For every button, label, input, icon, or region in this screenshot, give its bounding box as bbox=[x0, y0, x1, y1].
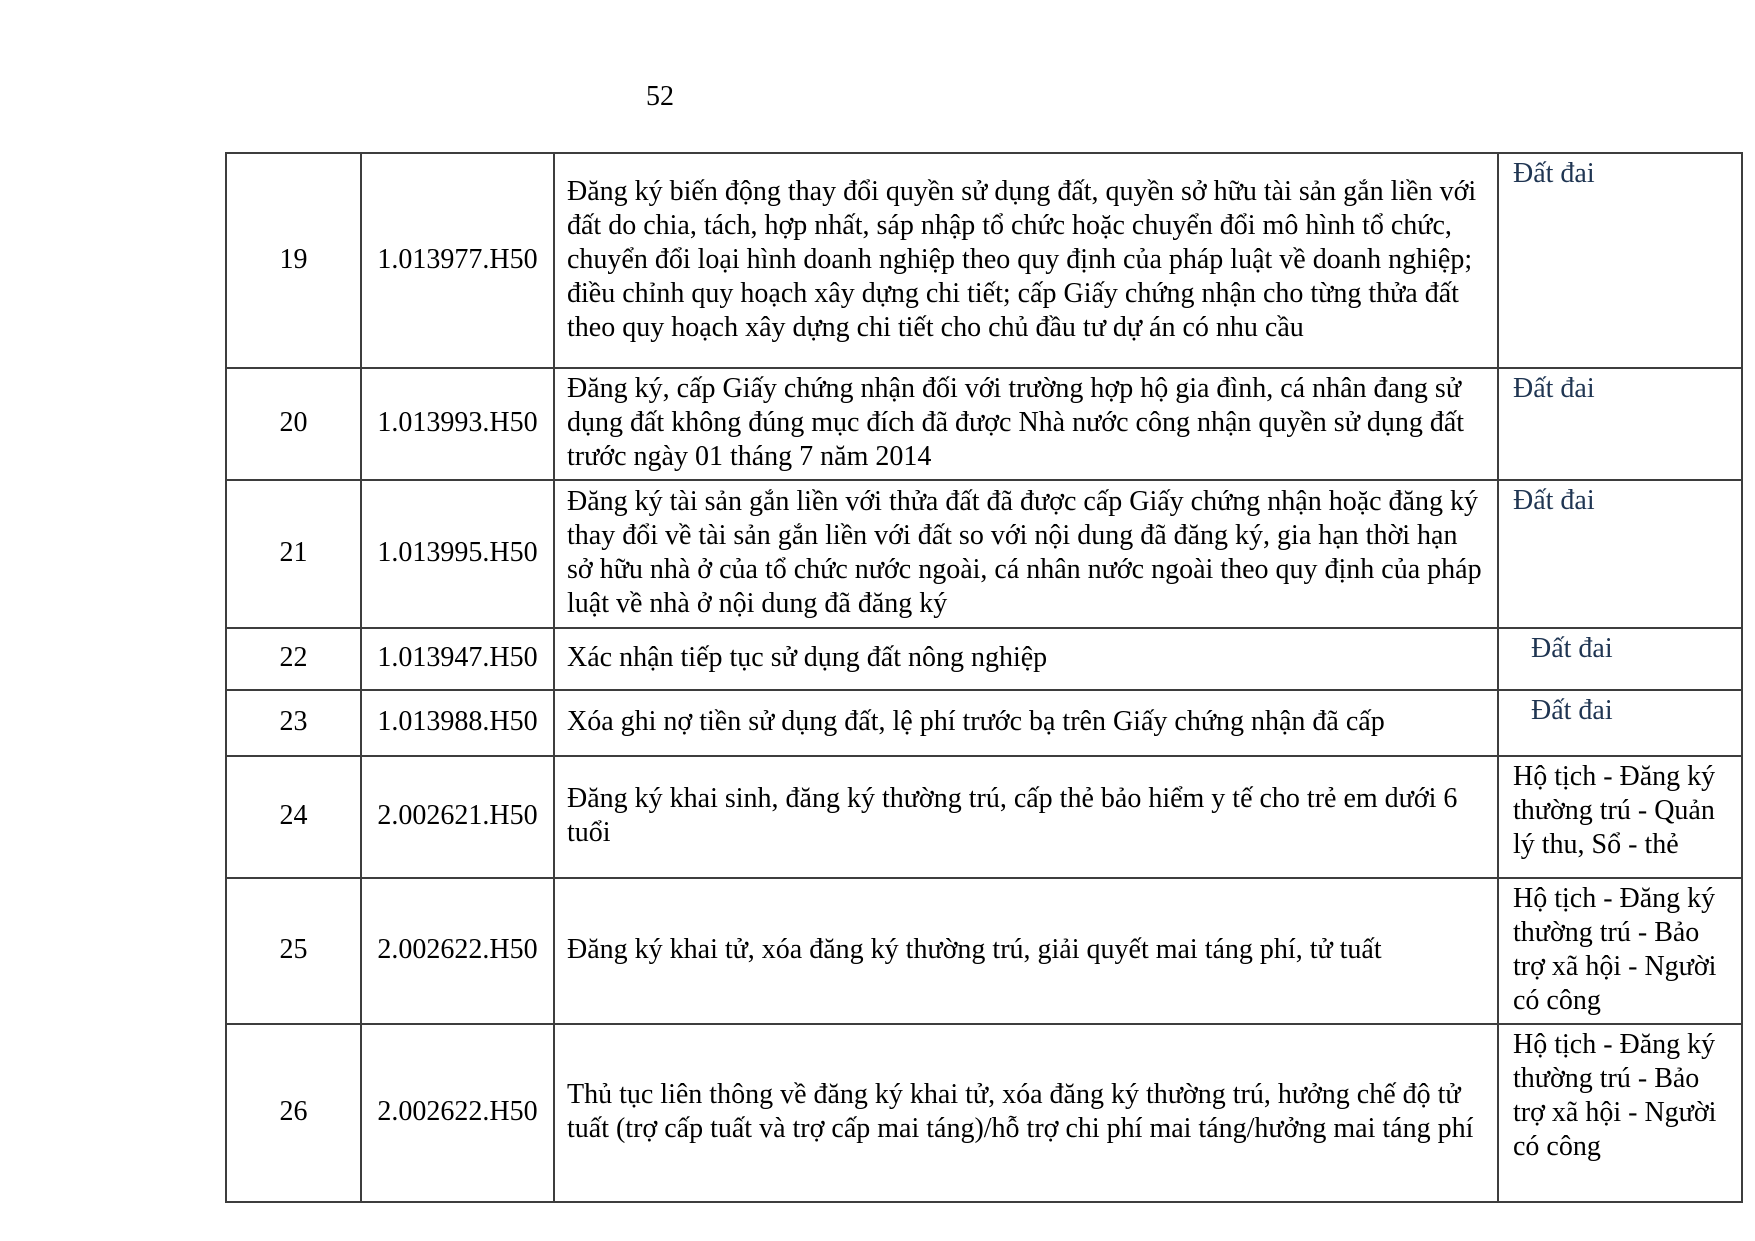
row-number-cell: 20 bbox=[226, 368, 361, 480]
procedure-category-cell: Hộ tịch - Đăng ký thường trú - Bảo trợ xã hội - Người có công bbox=[1498, 1024, 1742, 1202]
table-row bbox=[226, 480, 1742, 628]
table-row bbox=[226, 628, 1742, 690]
procedure-category-cell: Đất đai bbox=[1498, 690, 1742, 756]
procedure-category-cell: Đất đai bbox=[1498, 153, 1742, 368]
procedure-description-cell: Đăng ký khai tử, xóa đăng ký thường trú, giải quyết mai táng phí, tử tuất bbox=[554, 878, 1498, 1024]
procedure-code-cell: 1.013993.H50 bbox=[361, 368, 554, 480]
procedures-table bbox=[225, 152, 1743, 1203]
row-number-cell: 19 bbox=[226, 153, 361, 368]
row-number-cell: 26 bbox=[226, 1024, 361, 1202]
procedure-category-cell: Đất đai bbox=[1498, 368, 1742, 480]
procedure-category-cell: Hộ tịch - Đăng ký thường trú - Bảo trợ xã hội - Người có công bbox=[1498, 878, 1742, 1024]
page-number: 52 bbox=[646, 81, 674, 112]
procedure-description-cell: Đăng ký, cấp Giấy chứng nhận đối với trường hợp hộ gia đình, cá nhân đang sử dụng đất không đúng mục đích đã được Nhà nước công nhận quyền sử dụng đất trước ngày 01 tháng 7 năm 2014 bbox=[554, 368, 1498, 480]
table-row bbox=[226, 368, 1742, 480]
procedures-table-body bbox=[226, 153, 1742, 1202]
table-row bbox=[226, 153, 1742, 368]
procedure-category-cell: Đất đai bbox=[1498, 628, 1742, 690]
table-row bbox=[226, 1024, 1742, 1202]
procedure-code-cell: 1.013995.H50 bbox=[361, 480, 554, 628]
procedure-description-cell: Thủ tục liên thông về đăng ký khai tử, xóa đăng ký thường trú, hưởng chế độ tử tuất (trợ cấp tuất và trợ cấp mai táng)/hỗ trợ chi phí mai táng/hưởng mai táng phí bbox=[554, 1024, 1498, 1202]
procedure-code-cell: 2.002622.H50 bbox=[361, 1024, 554, 1202]
procedure-code-cell: 2.002622.H50 bbox=[361, 878, 554, 1024]
procedure-category-cell: Đất đai bbox=[1498, 480, 1742, 628]
procedure-code-cell: 1.013977.H50 bbox=[361, 153, 554, 368]
procedure-code-cell: 1.013988.H50 bbox=[361, 690, 554, 756]
procedure-description-cell: Đăng ký biến động thay đổi quyền sử dụng đất, quyền sở hữu tài sản gắn liền với đất do chia, tách, hợp nhất, sáp nhập tổ chức hoặc chuyển đổi mô hình tổ chức, chuyển đổi loại hình doanh nghiệp theo quy định của pháp luật về doanh nghiệp; điều chỉnh quy hoạch xây dựng chi tiết; cấp Giấy chứng nhận cho từng thửa đất theo quy hoạch xây dựng chi tiết cho chủ đầu tư dự án có nhu cầu bbox=[554, 153, 1498, 368]
procedure-description-cell: Xóa ghi nợ tiền sử dụng đất, lệ phí trước bạ trên Giấy chứng nhận đã cấp bbox=[554, 690, 1498, 756]
table-row bbox=[226, 690, 1742, 756]
row-number-cell: 25 bbox=[226, 878, 361, 1024]
table-row bbox=[226, 756, 1742, 878]
row-number-cell: 23 bbox=[226, 690, 361, 756]
row-number-cell: 21 bbox=[226, 480, 361, 628]
row-number-cell: 22 bbox=[226, 628, 361, 690]
procedure-description-cell: Đăng ký khai sinh, đăng ký thường trú, cấp thẻ bảo hiểm y tế cho trẻ em dưới 6 tuổi bbox=[554, 756, 1498, 878]
row-number-cell: 24 bbox=[226, 756, 361, 878]
procedure-description-cell: Xác nhận tiếp tục sử dụng đất nông nghiệp bbox=[554, 628, 1498, 690]
procedure-code-cell: 1.013947.H50 bbox=[361, 628, 554, 690]
table-row bbox=[226, 878, 1742, 1024]
procedure-category-cell: Hộ tịch - Đăng ký thường trú - Quản lý thu, Sổ - thẻ bbox=[1498, 756, 1742, 878]
procedure-code-cell: 2.002621.H50 bbox=[361, 756, 554, 878]
procedure-description-cell: Đăng ký tài sản gắn liền với thửa đất đã được cấp Giấy chứng nhận hoặc đăng ký thay đổi về tài sản gắn liền với đất so với nội dung đã đăng ký, gia hạn thời hạn sở hữu nhà ở của tổ chức nước ngoài, cá nhân nước ngoài theo quy định của pháp luật về nhà ở nội dung đã đăng ký bbox=[554, 480, 1498, 628]
